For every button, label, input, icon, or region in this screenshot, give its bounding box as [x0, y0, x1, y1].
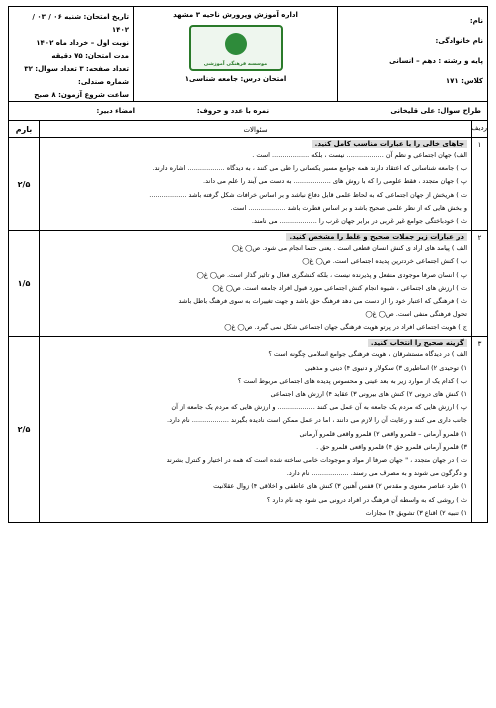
question-line: و دگرگون می شوند و به مصرف می رسند. .................. نام دارد. — [286, 469, 467, 478]
question-line: تحول فرهنگی منفی است. ص◯ غ◯ — [365, 310, 467, 319]
question-line: ۳) قلمرو آرمانی قلمرو حق ۴) قلمرو واقعی قلمرو حق . — [316, 442, 467, 451]
question-line: ت ) در جهان متجدد ، " جهان صرفا از مواد و موجودات خامی ساخته شده است که همه در اختیار و کنترل بشرند — [166, 455, 467, 464]
question-line: ت ) هریخش از جهان اجتماعی که به لحاظ علمی قابل دفاع نباشد و بر اساس خرافات شکل گرفته باشد .................. — [149, 190, 467, 199]
seat-number: شماره صندلی: — [78, 78, 129, 86]
emblem-icon — [225, 33, 247, 55]
teacher-sign: امضاء دبیر: — [96, 107, 135, 115]
designer-row — [8, 102, 488, 121]
col-num-header: ردیف — [471, 121, 487, 137]
section-number: ۲ — [471, 231, 487, 336]
section-body — [40, 337, 471, 521]
school-logo — [189, 25, 283, 71]
section-score: ۱/۵ — [9, 231, 40, 336]
question-line: ۱) قلمرو آرمانی – قلمرو واقعی ۲) قلمرو واقعی قلمرو آرمانی — [299, 429, 467, 438]
exam-header — [8, 6, 488, 102]
col-score-header: بارم — [9, 121, 40, 137]
table-header — [9, 121, 487, 138]
question-line: ث ) فرهنگی که اعتبار خود را از دست می دهد فرهنگ حق باشد و جهت تغییرات به سوی فرهنگ باطل باشد — [178, 296, 467, 305]
question-section — [9, 138, 487, 231]
question-line: ۱) کنش های درونی ۲) کنش های بیرونی ۳) عقاید ۴) ارزش های اجتماعی — [270, 390, 467, 398]
question-section — [9, 337, 487, 521]
question-line: و بخش هایی که از نظر علمی صحیح باشد و بر اساس فطرت باشد .................. است. — [230, 203, 467, 212]
question-line: ج ) هویت اجتماعی افراد در پرتو هویت فرهنگی جهان اجتماعی شکل نمی گیرد. ص◯ غ◯ — [224, 323, 467, 332]
question-line: ۱) توحیدی ۲) اساطیری ۳) سکولار و دنیوی ۴) دینی و مذهبی — [304, 363, 467, 372]
section-number: ۱ — [471, 138, 487, 230]
class-label: کلاس: ۱۷۱ — [445, 77, 483, 85]
section-score: ۲/۵ — [9, 138, 40, 230]
section-title: گزینه صحیح را انتخاب کنید. — [368, 339, 467, 347]
question-section — [9, 231, 487, 337]
start-time: ساعت شروع آزمون: ۸ صبح — [34, 91, 129, 99]
question-line: الف ) در دیدگاه مستشرقان ، هویت فرهنگی جوامع اسلامی چگونه است ؟ — [268, 350, 467, 359]
exam-details — [9, 7, 134, 101]
exam-duration: مدت امتحان: ۷۵ دقیقه — [51, 52, 129, 60]
org-title: اداره آموزش وپرورش ناحیه ۳ مشهد — [173, 11, 298, 19]
question-line: ث ) خودباختگی جوامع غیر غربی در برابر جهان غرب را .................. می نامند. — [251, 216, 467, 225]
question-line: پ ) جهان متجدد ، فقط علومی را که با روش های .................. به دست می آیند را علم می داند. — [203, 177, 467, 186]
question-line: جانب داری می کنند و رعایت آن را لازم می دانند ، اما در عمل ممکن است نادیده بگیرند .................. نام دارد. — [167, 416, 467, 425]
question-line: ۱) طرد عناصر معنوی و مقدس ۲) قفس آهنین ۳) کنش های عاطفی و اخلاقی ۴) زوال عقلانیت — [213, 482, 467, 491]
question-line: ب ) کنش اجتماعی خردترین پدیده اجتماعی است. ص◯ غ◯ — [302, 257, 467, 266]
col-questions-header: سئوالات — [243, 126, 268, 134]
exam-turn: نوبت اول – خرداد ماه ۱۴۰۲ — [36, 39, 129, 47]
question-line: ۱) تنبیه ۲) اقناع ۳) تشویق ۴) مجازات — [365, 508, 467, 517]
question-line: ب ) جامعه شناسانی که اعتقاد دارند همه جوامع مسیر یکسانی را طی می کنند ، به دیدگاه .................. اشاره دارند. — [152, 164, 467, 173]
section-body — [40, 231, 471, 336]
question-line: ث ) روشی که به واسطه آن فرهنگ در افراد درونی می شود چه نام دارد ؟ — [266, 495, 467, 504]
grade-label: پایه و رشته : دهم – انسانی — [389, 57, 483, 65]
pages-questions: تعداد صفحه: ۳ تعداد سوال: ۳۲ — [24, 65, 129, 73]
question-line: ت ) ارزش های اجتماعی ، شیوه انجام کنش اجتماعی مورد قبول افراد جامعه است. ص◯ غ◯ — [212, 283, 467, 292]
question-line: ب ) کدام یک از موارد زیر به بعد عینی و محسوس پدیده های اجتماعی مربوط است ؟ — [237, 376, 467, 385]
section-title: جاهای خالی را با عبارات مناسب کامل کنید. — [312, 140, 467, 148]
section-score: ۲/۵ — [9, 337, 40, 521]
subject-title: امتحان درس: جامعه شناسی۱ — [184, 75, 287, 83]
section-title: در عبارات زیر جملات صحیح و غلط را مشخص کنید. — [286, 233, 467, 241]
question-line: الف) جهان اجتماعی و نظم آن .................. نیست ، بلکه .................. است . — [252, 151, 467, 159]
section-number: ۳ — [471, 337, 487, 521]
family-label: نام خانوادگی: — [435, 37, 483, 45]
name-label: نام: — [469, 17, 483, 25]
score-words: نمره با عدد و حروف: — [196, 107, 270, 115]
exam-page — [8, 6, 488, 696]
section-body — [40, 138, 471, 230]
student-info — [337, 7, 487, 101]
question-line: الف ) پیامد های اراد ی کنش انسان قطعی است . یعنی حتما انجام می شود. ص◯ غ◯ — [231, 244, 467, 253]
logo-text: موسسه فرهنگی آموزشی — [203, 61, 268, 67]
question-line: پ ) ارزش هایی که مردم یک جامعه به آن عمل می کنند .................. و ارزش هایی که مردم یک جامعه از آن — [171, 403, 467, 412]
exam-title-block — [134, 7, 337, 101]
exam-date: تاریخ امتحان: شنبه ۰۶ / ۰۳ / ۱۴۰۲ — [32, 13, 129, 34]
question-line: پ ) انسان صرفا موجودی منفعل و پذیرنده نیست ، بلکه کنشگری فعال و تاثیر گذار است. ص◯ غ◯ — [196, 270, 467, 279]
designer: طراح سوال: علی قلیخانی — [390, 107, 481, 115]
questions-table — [8, 121, 488, 523]
